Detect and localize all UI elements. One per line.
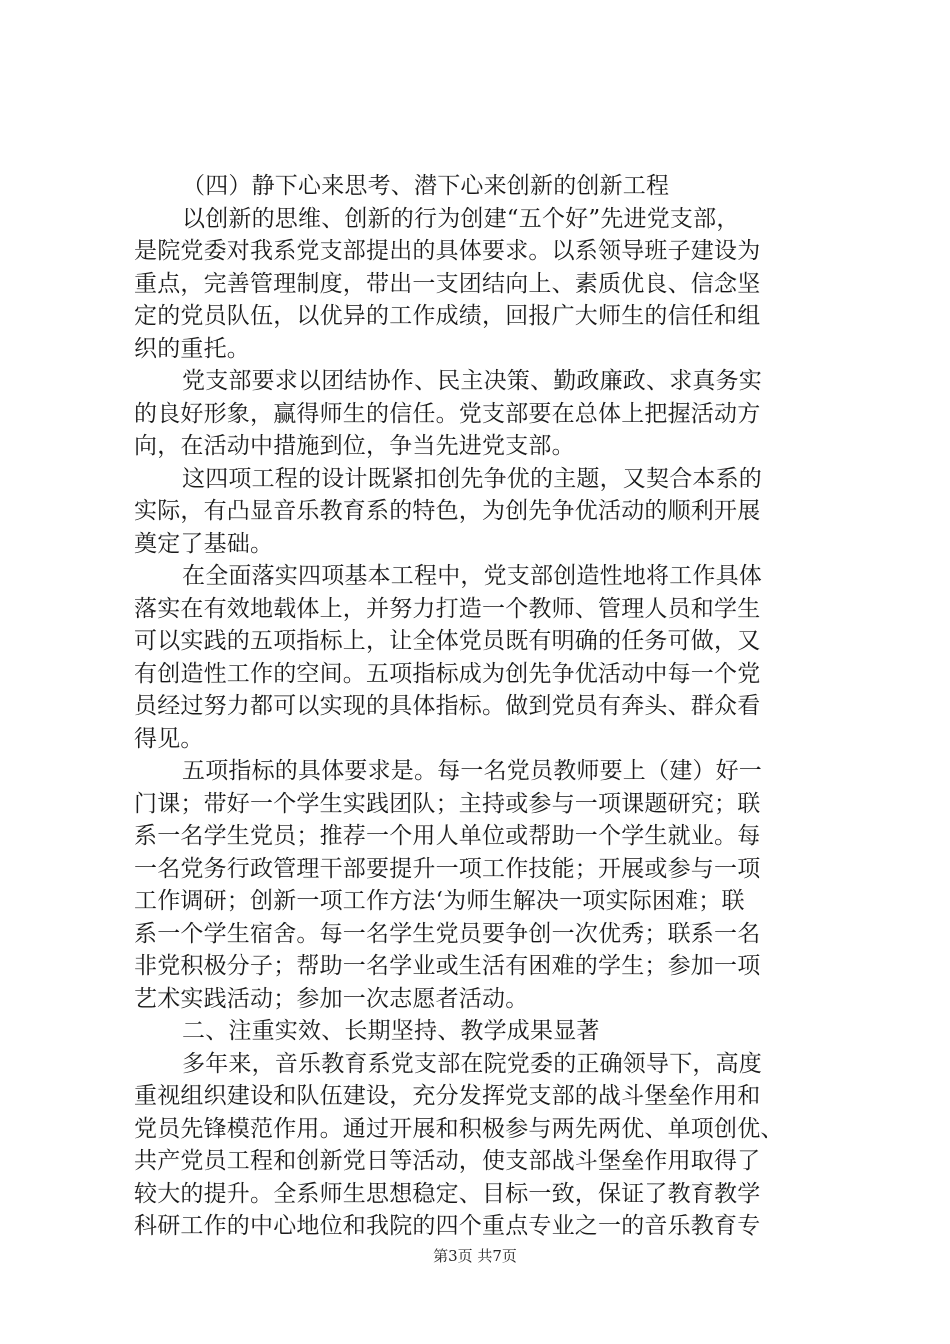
text-line: 员经过努力都可以实现的具体指标。做到党员有奔头、群众看 — [134, 693, 761, 719]
text-line: 奠定了基础。 — [134, 530, 274, 557]
text-line: 向，在活动中措施到位，争当先进党支部。 — [134, 433, 575, 459]
text-line: 较大的提升。全系师生思想稳定、目标一致，保证了教育教学 — [134, 1180, 761, 1207]
text-line: 五项指标的具体要求是。每一名党员教师要上（建）好一 — [182, 758, 762, 784]
page-footer: 第3页 共7页 — [433, 1247, 517, 1265]
text-line: 实际，有凸显音乐教育系的特色，为创先争优活动的顺利开展 — [134, 498, 761, 524]
document-body — [134, 170, 834, 1243]
text-line: 二、注重实效、长期坚持、教学成果显著 — [182, 1018, 600, 1044]
text-line: 落实在有效地载体上，并努力打造一个教师、管理人员和学生 — [134, 595, 761, 622]
text-line: 有创造性工作的空间。五项指标成为创先争优活动中每一个党 — [134, 660, 761, 687]
text-line: 一名党务行政管理干部要提升一项工作技能；开展或参与一项 — [134, 855, 761, 882]
text-line: 艺术实践活动；参加一次志愿者活动。 — [134, 985, 529, 1012]
text-line: 这四项工程的设计既紧扣创先争优的主题，又契合本系的 — [182, 465, 762, 492]
text-line: 多年来，音乐教育系党支部在院党委的正确领导下，高度 — [182, 1050, 762, 1077]
text-line: （四）静下心来思考、潜下心来创新的创新工程 — [182, 173, 670, 199]
text-line: 可以实践的五项指标上，让全体党员既有明确的任务可做，又 — [134, 628, 761, 654]
text-line: 系一个学生宿舍。每一名学生党员要争创一次优秀；联系一名 — [134, 920, 761, 947]
text-line: 以创新的思维、创新的行为创建“五个好”先进党支部， — [182, 205, 740, 232]
text-line: 非党积极分子；帮助一名学业或生活有困难的学生；参加一项 — [134, 953, 761, 979]
text-line: 共产党员工程和创新党日等活动，使支部战斗堡垒作用取得了 — [134, 1148, 761, 1174]
text-line: 重点，完善管理制度，带出一支团结向上、素质优良、信念坚 — [134, 270, 761, 297]
text-line: 是院党委对我系党支部提出的具体要求。以系领导班子建设为 — [134, 238, 761, 264]
text-line: 的良好形象，赢得师生的信任。党支部要在总体上把握活动方 — [134, 400, 761, 427]
text-line: 工作调研；创新一项工作方法‘为师生解决一项实际困难；联 — [134, 888, 745, 914]
text-line: 得见。 — [134, 725, 204, 752]
text-line: 党员先锋模范作用。通过开展和积极参与两先两优、单项创优、 — [134, 1115, 784, 1142]
text-line: 科研工作的中心地位和我院的四个重点专业之一的音乐教育专 — [134, 1213, 761, 1239]
text-line: 重视组织建设和队伍建设，充分发挥党支部的战斗堡垒作用和 — [134, 1083, 761, 1109]
text-line: 党支部要求以团结协作、民主决策、勤政廉政、求真务实 — [182, 368, 762, 394]
text-line: 系一名学生党员；推荐一个用人单位或帮助一个学生就业。每 — [134, 823, 761, 849]
text-line: 定的党员队伍，以优异的工作成绩，回报广大师生的信任和组 — [134, 303, 761, 329]
text-line: 门课；带好一个学生实践团队；主持或参与一项课题研究；联 — [134, 790, 761, 817]
text-line: 织的重托。 — [134, 335, 250, 362]
text-line: 在全面落实四项基本工程中，党支部创造性地将工作具体 — [182, 563, 762, 589]
